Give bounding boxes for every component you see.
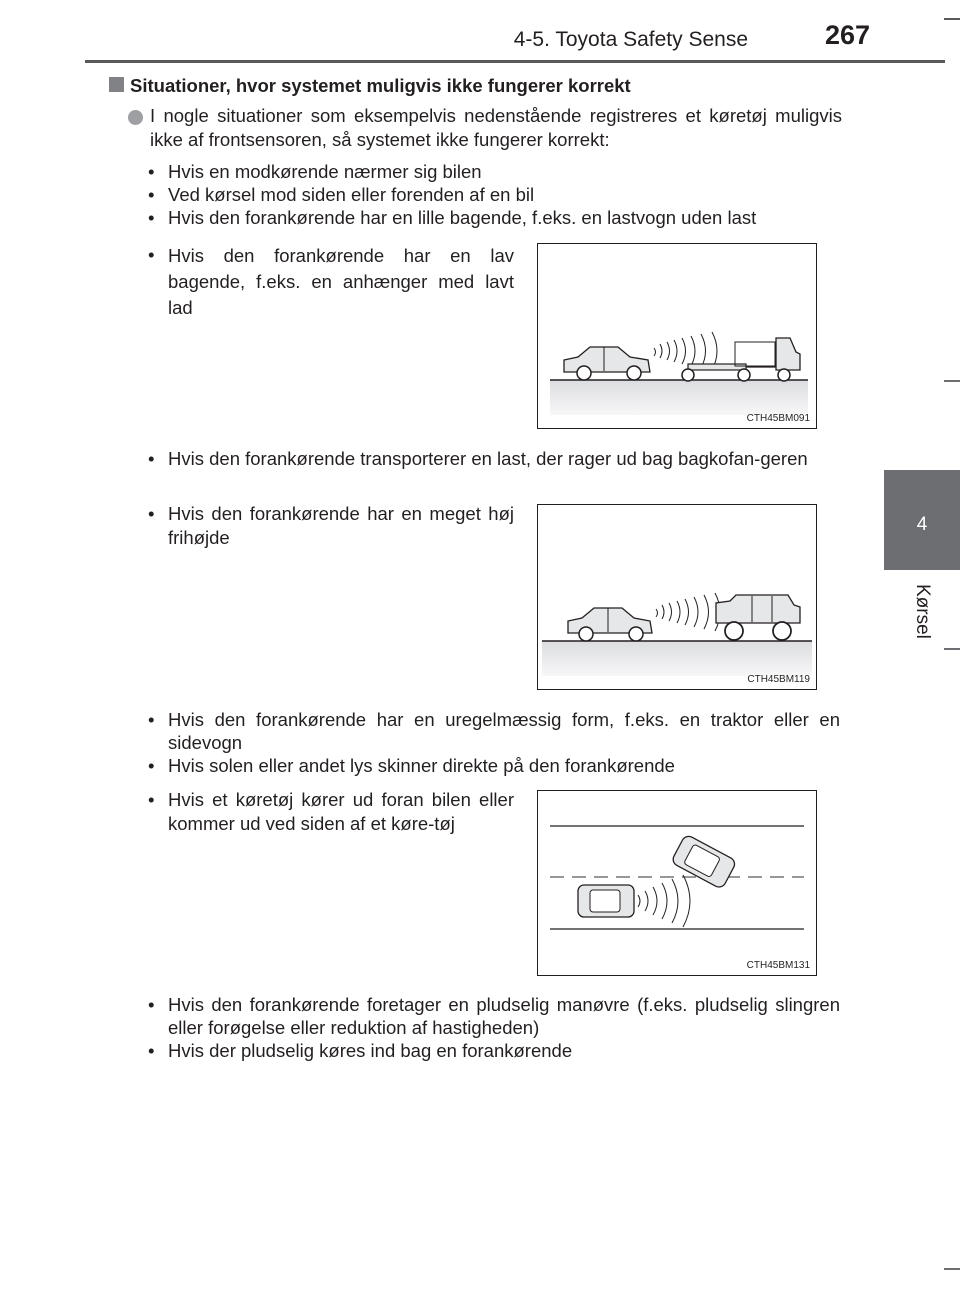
bullet-icon: • [148,184,155,205]
bullet-icon: • [148,709,155,730]
list-item [148,183,848,206]
bullet-icon: • [148,244,155,265]
bullet-icon: • [148,789,155,810]
figure-caption: CTH45BM119 [747,674,810,685]
list-item [148,206,848,229]
intro-paragraph: I nogle situationer som eksempelvis nedenstående registreres et køretøj muligvis ikke af frontsensoren, så systemet ikke fungerer korrekt: [150,105,842,150]
crop-mark [944,18,960,20]
list-item [148,788,518,863]
bullet-icon: • [148,1040,155,1061]
page-number: 267 [824,20,870,50]
cut-in-illustration [538,791,815,974]
bullet-icon: • [148,448,155,469]
list-item-text: Hvis den forankørende har en lav bagende, f.eks. en anhænger med lavt lad [168,245,514,318]
list-item [148,502,518,552]
list-item [148,243,518,318]
bullet-icon: • [148,161,155,182]
list-item-text: Ved kørsel mod siden eller forenden af en bil [168,184,535,205]
list-item [148,708,848,754]
figure-high-clearance [537,504,817,690]
figure-cut-in [537,790,817,976]
bullet-icon: • [148,207,155,228]
list-item [148,447,848,493]
list-item [148,160,848,183]
list-item [148,993,848,1039]
crop-mark [944,380,960,382]
section-heading: Situationer, hvor systemet muligvis ikke fungerer korrekt [130,75,631,96]
list-item-text: Hvis der pludselig køres ind bag en forankørende [168,1040,573,1061]
low-trailer-illustration [538,244,815,427]
list-item-text: Hvis den forankørende transporterer en last, der rager ud bag bagkofan-geren [168,448,808,469]
bullet-icon: • [148,994,155,1015]
chapter-label-text: Kørsel [912,584,933,639]
list-item-text: Hvis den forankørende har en uregelmæssig form, f.eks. en traktor eller en sidevogn [168,709,840,753]
heading-square-icon [109,77,124,92]
list-item-text: Hvis den forankørende foretager en pludselig manøvre (f.eks. pludselig slingren eller forøgelse eller reduktion af hastigheden) [168,994,840,1038]
crop-mark [944,648,960,650]
list-item [148,754,848,777]
chapter-number: 4 [916,514,928,535]
header-rule [85,60,945,63]
bullet-icon: • [148,755,155,776]
chapter-label [884,580,960,670]
list-item-text: Hvis solen eller andet lys skinner direkte på den forankørende [168,755,675,776]
figure-caption: CTH45BM131 [746,960,810,971]
figure-low-trailer [537,243,817,429]
list-item-text: Hvis den forankørende har en lille bagende, f.eks. en lastvogn uden last [168,207,757,228]
list-item [148,1039,848,1062]
section-title: 4-5. Toyota Safety Sense [513,28,748,51]
bullet-icon: • [148,503,155,524]
crop-mark [944,1268,960,1270]
list-item-text: Hvis en modkørende nærmer sig bilen [168,161,482,182]
list-item-text: Hvis den forankørende har en meget høj frihøjde [168,503,514,548]
list-item-text: Hvis et køretøj kører ud foran bilen eller kommer ud ved siden af et køre-tøj [168,789,514,834]
high-clearance-illustration [538,505,815,688]
figure-caption: CTH45BM091 [746,413,810,424]
circle-bullet-icon [128,110,143,125]
